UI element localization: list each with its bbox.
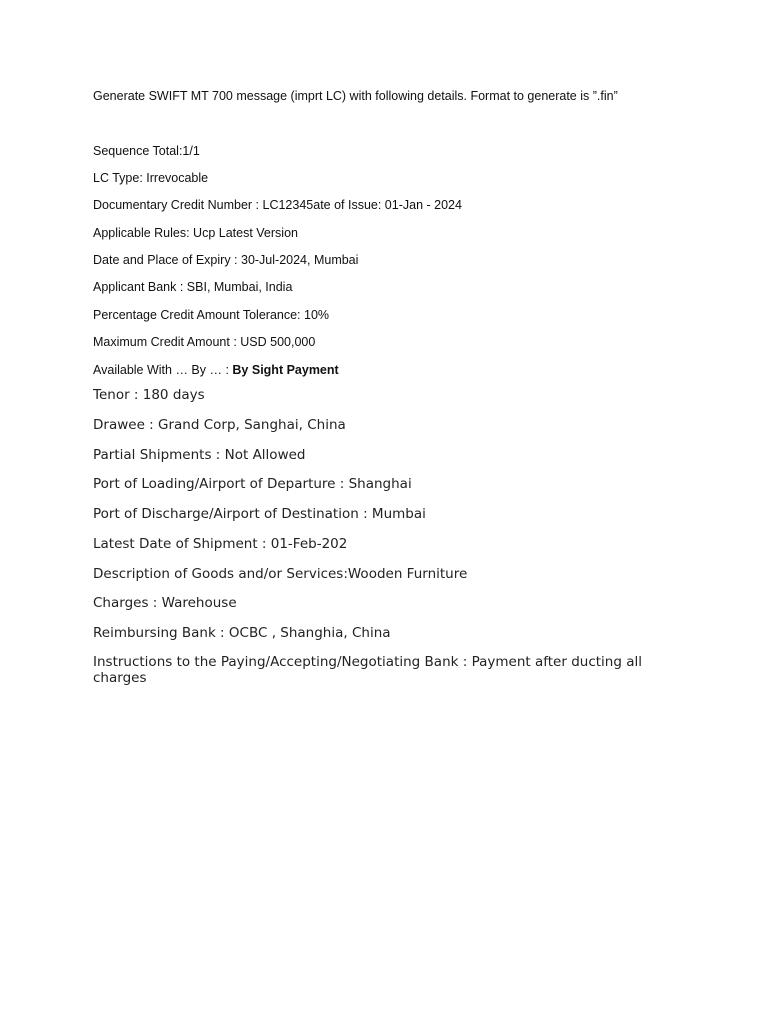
detail-reimbursing-bank: Reimbursing Bank : OCBC , Shanghia, China <box>93 625 391 641</box>
field-maximum-credit-amount: Maximum Credit Amount : USD 500,000 <box>93 335 316 349</box>
available-with-label: Available With … By … : <box>93 363 233 377</box>
field-documentary-credit-number: Documentary Credit Number : LC12345ate of Issue: 01-Jan - 2024 <box>93 198 462 212</box>
field-sequence-total: Sequence Total:1/1 <box>93 144 200 158</box>
detail-charges: Charges : Warehouse <box>93 595 237 611</box>
detail-bank-instructions: Instructions to the Paying/Accepting/Negotiating Bank : Payment after ducting all charges <box>93 654 642 686</box>
field-applicant-bank: Applicant Bank : SBI, Mumbai, India <box>93 280 293 294</box>
detail-goods-description: Description of Goods and/or Services:Wooden Furniture <box>93 566 468 582</box>
detail-partial-shipments: Partial Shipments : Not Allowed <box>93 447 306 463</box>
available-with-value: By Sight Payment <box>232 363 339 377</box>
detail-drawee: Drawee : Grand Corp, Sanghai, China <box>93 417 346 433</box>
field-lc-type: LC Type: Irrevocable <box>93 171 209 185</box>
intro-paragraph: Generate SWIFT MT 700 message (imprt LC) with following details. Format to generate is ”.fin” <box>93 89 618 103</box>
field-credit-amount-tolerance: Percentage Credit Amount Tolerance: 10% <box>93 308 330 322</box>
detail-latest-shipment-date: Latest Date of Shipment : 01-Feb-202 <box>93 536 348 552</box>
field-available-with <box>93 362 339 378</box>
field-date-place-expiry: Date and Place of Expiry : 30-Jul-2024, Mumbai <box>93 253 359 267</box>
detail-port-of-discharge: Port of Discharge/Airport of Destination : Mumbai <box>93 506 426 522</box>
detail-port-of-loading: Port of Loading/Airport of Departure : Shanghai <box>93 476 412 492</box>
field-applicable-rules: Applicable Rules: Ucp Latest Version <box>93 226 298 240</box>
detail-tenor: Tenor : 180 days <box>93 387 205 403</box>
